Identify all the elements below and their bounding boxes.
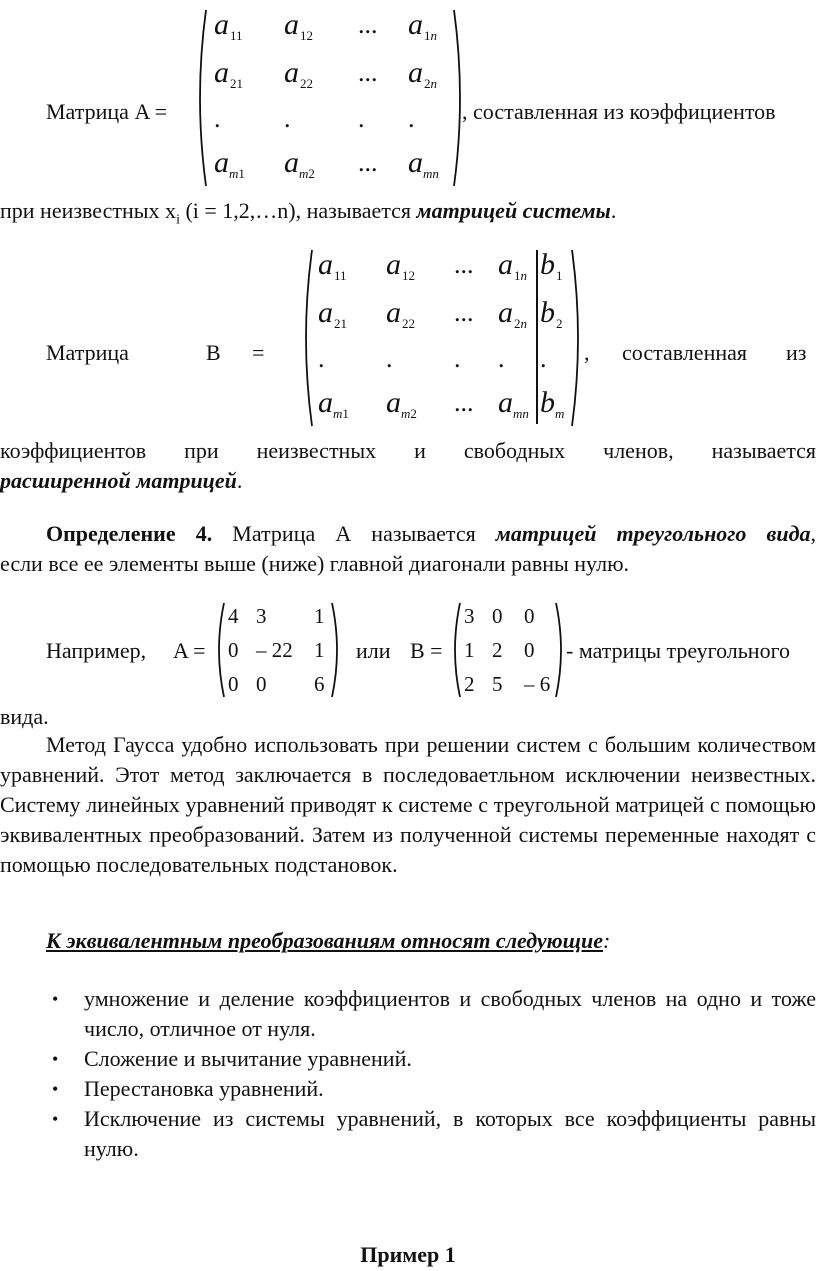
matrixB-cell-r2c2: $a_{22}$ [386, 296, 415, 331]
bullet-icon: • [52, 989, 59, 1009]
matrixA-cell-r4c4: $a_{mn}$ [408, 146, 439, 181]
term-triangular-matrix: матрицей треугольного вида [495, 521, 811, 546]
matrixB-cell-r2c3: ... [454, 298, 474, 327]
matrixB-cell-r3c3: . [454, 344, 461, 373]
matrixA-cell-r2c1: $a_{21}$ [214, 56, 243, 91]
equiv-transform-item [46, 1074, 816, 1104]
matrixB-cell-r1c5: $b_1$ [540, 248, 563, 283]
term-augmented-matrix: расширенной матрицей [0, 468, 237, 493]
matrixB-cell-r2c5: $b_2$ [540, 296, 563, 331]
gauss-method-paragraph: Метод Гаусса удобно использовать при решении систем с большим количеством уравнений. Этот метод заключается в последоваетльном исключении неизвестных. Систему линейных уравнений приводят к системе с треугольной матрицей с помощью эквивалентных преобразований. Затем из полученной системы переменные находят с помощью последовательных подстановок. [0, 732, 816, 877]
matrix-b-comma: , [584, 340, 590, 365]
equiv-transform-text: Сложение и вычитание уравнений. [84, 1046, 412, 1071]
example-b-grid [458, 601, 558, 699]
example-a-grid [222, 601, 338, 699]
matrixB-cell-r2c1: $a_{21}$ [318, 296, 347, 331]
matrixA-cell-r2c2: $a_{22}$ [284, 56, 313, 91]
equiv-transform-text: Исключение из системы уравнений, в которых все коэффициенты равны нулю. [84, 1106, 816, 1161]
matrixB-cell-r1c3: ... [454, 250, 474, 279]
matrix-b-label-word: Матрица [46, 340, 129, 365]
equiv-transform-item [46, 1044, 816, 1074]
matrixB-cell-r3c2: . [386, 344, 393, 373]
matrixB-cell-r4c4: $a_{mn}$ [498, 386, 529, 421]
gridEB-cell-r1c3: 0 [524, 604, 535, 628]
para1-pre: при неизвестных x [0, 198, 177, 223]
example-lead: Например, [46, 638, 147, 663]
equiv-heading-text: К эквивалентным преобразованиям относят следующие [46, 928, 603, 953]
equiv-transform-text: Перестановка уравнений. [84, 1076, 324, 1101]
para1-sub: i [176, 212, 180, 228]
para1-mid: (i = 1,2,…n), называется [179, 198, 417, 223]
matrixA-cell-r1c1: $a_{11}$ [214, 8, 243, 43]
term-system-matrix: матрицей системы [416, 198, 611, 223]
definition-line1 [0, 519, 816, 549]
definition-text2: , [810, 521, 816, 546]
matrixA-cell-r1c2: $a_{12}$ [284, 8, 313, 43]
matrix-b-caption-word1: составленная [622, 340, 747, 365]
bullet-icon: • [52, 1079, 59, 1099]
gridEB-cell-r2c2: 2 [492, 638, 503, 662]
equiv-transform-list [46, 984, 816, 1164]
equiv-heading [46, 926, 610, 956]
para2-end: . [236, 468, 243, 493]
gridEB-cell-r1c1: 3 [464, 604, 475, 628]
gridEB-cell-r1c2: 0 [492, 604, 503, 628]
matrixB-cell-r1c4: $a_{1n}$ [498, 248, 527, 283]
matrixA-cell-r2c4: $a_{2n}$ [408, 56, 437, 91]
definition-line2: если все ее элементы выше (ниже) главной диагонали равны нулю. [0, 551, 630, 576]
gridEA-cell-r2c1: 0 [228, 638, 239, 662]
gridEA-cell-r3c1: 0 [228, 672, 239, 696]
matrixB-cell-r4c2: $a_{m2}$ [386, 386, 417, 421]
matrixA-cell-r3c3: . [358, 104, 365, 133]
bullet-icon: • [52, 1049, 59, 1069]
equiv-transform-item [46, 984, 816, 1044]
matrixB-cell-r1c1: $a_{11}$ [318, 248, 347, 283]
definition-label: Определение 4. [46, 521, 213, 546]
matrixA-cell-r3c1: . [214, 104, 221, 133]
matrix-b-caption-word2: из [786, 340, 807, 365]
matrix-b-label-eq: = [252, 340, 265, 365]
gridEA-cell-r3c2: 0 [256, 672, 267, 696]
para2-line2 [0, 466, 816, 496]
matrixB-cell-r4c1: $a_{m1}$ [318, 386, 349, 421]
gridEA-cell-r3c3: 6 [314, 672, 325, 696]
definition-text1: Матрица А называется [212, 521, 496, 546]
gridEA-cell-r1c1: 4 [228, 604, 239, 628]
equiv-transform-item [46, 1104, 816, 1164]
matrixB-cell-r3c4: . [498, 344, 505, 373]
example-after: вида. [0, 704, 49, 729]
gridEA-cell-r2c2: – 22 [256, 638, 293, 662]
para2-line1: коэффициентов при неизвестных и свободных членов, называется [0, 438, 816, 463]
equiv-transform-text: умножение и деление коэффициентов и свободных членов на одно и тоже число, отличное от нуля. [84, 986, 816, 1041]
matrixB-cell-r3c1: . [318, 344, 325, 373]
matrix-system-definition [0, 196, 616, 235]
matrixA-cell-r1c4: $a_{1n}$ [408, 8, 437, 43]
matrix-b-right-paren [566, 248, 586, 428]
gridEA-cell-r2c3: 1 [314, 638, 325, 662]
matrixB-cell-r3c5: . [540, 344, 547, 373]
example-a-label: A = [173, 638, 206, 663]
matrixA-cell-r4c2: $a_{m2}$ [284, 146, 315, 181]
augmented-matrix-definition [0, 436, 816, 496]
matrixA-cell-r1c3: ... [358, 10, 378, 39]
example-b-label: B = [410, 638, 443, 663]
matrixA-cell-r4c1: $a_{m1}$ [214, 146, 245, 181]
matrixB-cell-r2c4: $a_{2n}$ [498, 296, 527, 331]
example-a-right-paren [328, 601, 344, 699]
example-1-heading: Пример 1 [360, 1242, 456, 1267]
gridEB-cell-r3c3: – 6 [524, 672, 551, 696]
para1-end: . [610, 198, 617, 223]
equiv-heading-colon: : [602, 928, 611, 953]
definition-4 [0, 519, 816, 579]
bullet-icon: • [52, 1109, 59, 1129]
matrixB-cell-r4c3: ... [454, 388, 474, 417]
matrix-a-caption: , составленная из коэффициентов [462, 99, 776, 124]
matrixB-cell-r4c5: $b_m$ [540, 386, 565, 421]
matrix-b-label-letter: B [206, 340, 221, 365]
gridEA-cell-r1c3: 1 [314, 604, 325, 628]
matrixA-cell-r4c3: ... [358, 148, 378, 177]
gridEA-cell-r1c2: 3 [256, 604, 267, 628]
gridEB-cell-r3c2: 5 [492, 672, 503, 696]
gridEB-cell-r2c3: 0 [524, 638, 535, 662]
matrix-a-grid [208, 8, 458, 188]
matrixA-cell-r2c3: ... [358, 58, 378, 87]
example-tail: - матрицы треугольного [566, 638, 791, 663]
gridEB-cell-r2c1: 1 [464, 638, 475, 662]
matrix-a-label: Матрица A = [46, 99, 168, 124]
example-or: или [356, 638, 391, 663]
matrix-b-augment-bar [536, 250, 538, 424]
matrixB-cell-r1c2: $a_{12}$ [386, 248, 415, 283]
matrixA-cell-r3c2: . [284, 104, 291, 133]
gridEB-cell-r3c1: 2 [464, 672, 475, 696]
matrixA-cell-r3c4: . [408, 104, 415, 133]
